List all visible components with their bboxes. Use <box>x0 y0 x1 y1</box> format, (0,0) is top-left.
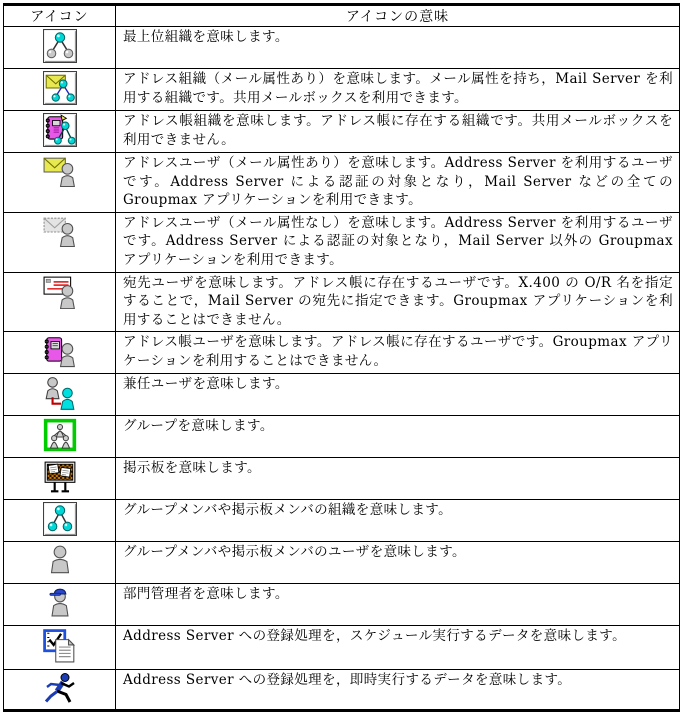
top-organization-icon <box>43 29 77 63</box>
table-row <box>4 584 680 626</box>
meaning-cell <box>116 670 680 711</box>
meaning-text: 掲示板を意味します。 <box>123 460 261 477</box>
meaning-text: 最上位組織を意味します。 <box>123 29 289 45</box>
department-manager-icon <box>43 586 77 620</box>
meaning-cell <box>116 111 680 153</box>
table-row <box>4 272 680 332</box>
table-row <box>4 27 680 69</box>
table-row <box>4 69 680 111</box>
meaning-cell <box>116 374 680 416</box>
immediate-execution-data-icon <box>43 672 77 704</box>
recipient-user-icon <box>43 275 77 309</box>
meaning-cell <box>116 153 680 213</box>
meaning-text: アドレス帳ユーザを意味します。アドレス帳に存在するユーザです。Groupmax アプリケーションを利用することはできません。 <box>123 334 673 369</box>
icon-meaning-table <box>3 3 680 712</box>
meaning-cell <box>116 584 680 626</box>
table-row <box>4 416 680 458</box>
meaning-cell <box>116 542 680 584</box>
group-icon <box>43 418 77 452</box>
meaning-text: グループメンバや掲示板メンバのユーザを意味します。 <box>123 544 466 561</box>
table-body <box>4 27 680 711</box>
icon-cell <box>4 69 116 111</box>
meaning-cell <box>116 69 680 111</box>
icon-cell <box>4 212 116 272</box>
meaning-cell <box>116 500 680 542</box>
icon-cell <box>4 374 116 416</box>
icon-cell <box>4 458 116 500</box>
icon-cell <box>4 111 116 153</box>
address-user-without-mail-icon <box>43 215 77 249</box>
meaning-text: グループを意味します。 <box>123 418 274 435</box>
table-header-row <box>4 5 680 27</box>
table-row <box>4 500 680 542</box>
meaning-text: Address Server への登録処理を，スケジュール実行するデータを意味します。 <box>123 628 626 645</box>
table-row <box>4 153 680 213</box>
meaning-cell <box>116 272 680 332</box>
meaning-text: 部門管理者を意味します。 <box>123 586 289 603</box>
table-row <box>4 374 680 416</box>
address-book-user-icon <box>43 334 77 368</box>
icon-cell <box>4 272 116 332</box>
schedule-execution-data-icon <box>43 628 77 664</box>
concurrent-user-icon <box>43 376 77 410</box>
meaning-text: アドレス組織（メール属性あり）を意味します。メール属性を持ち，Mail Server を利用する組織です。共用メールボックスを利用できます。 <box>123 71 673 106</box>
meaning-text: 宛先ユーザを意味します。アドレス帳に存在するユーザです。X.400 の O/R 名を指定することで，Mail Server の宛先に指定できます。Groupmax アプリケーションを利用することはできません。 <box>123 274 673 328</box>
meaning-cell <box>116 626 680 670</box>
icon-cell <box>4 670 116 711</box>
icon-cell <box>4 27 116 69</box>
meaning-text: 兼任ユーザを意味します。 <box>123 376 289 393</box>
table-row <box>4 212 680 272</box>
table-row <box>4 626 680 670</box>
address-organization-mail-icon <box>43 71 77 105</box>
meaning-cell <box>116 212 680 272</box>
meaning-cell <box>116 458 680 500</box>
column-header-icon: アイコン <box>4 5 116 27</box>
address-book-organization-icon <box>43 113 77 147</box>
table-row <box>4 670 680 711</box>
icon-cell <box>4 542 116 584</box>
icon-cell <box>4 416 116 458</box>
meaning-text: Address Server への登録処理を，即時実行するデータを意味します。 <box>123 672 572 689</box>
table-row <box>4 458 680 500</box>
member-user-icon <box>43 544 77 578</box>
meaning-text: アドレス帳組織を意味します。アドレス帳に存在する組織です。共用メールボックスを利用できません。 <box>123 113 673 148</box>
bulletin-board-icon <box>43 460 77 494</box>
column-header-meaning: アイコンの意味 <box>116 5 680 27</box>
meaning-text: アドレスユーザ（メール属性あり）を意味します。Address Server を利用するユーザです。Address Server による認証の対象となり，Mail Server などの全ての Groupmax アプリケーションを利用できます。 <box>123 155 673 209</box>
icon-cell <box>4 500 116 542</box>
icon-cell <box>4 332 116 374</box>
member-organization-icon <box>43 502 77 536</box>
meaning-text: アドレスユーザ（メール属性なし）を意味します。Address Server を利用するユーザです。Address Server による認証の対象となり，Mail Server 以外の Groupmax アプリケーションを利用できます。 <box>123 214 673 268</box>
icon-cell <box>4 153 116 213</box>
meaning-text: グループメンバや掲示板メンバの組織を意味します。 <box>123 502 453 519</box>
meaning-cell <box>116 416 680 458</box>
icon-cell <box>4 626 116 670</box>
icon-cell <box>4 584 116 626</box>
table-row <box>4 111 680 153</box>
meaning-cell <box>116 27 680 69</box>
table-row <box>4 542 680 584</box>
table-row <box>4 332 680 374</box>
address-user-with-mail-icon <box>43 155 77 189</box>
meaning-cell <box>116 332 680 374</box>
